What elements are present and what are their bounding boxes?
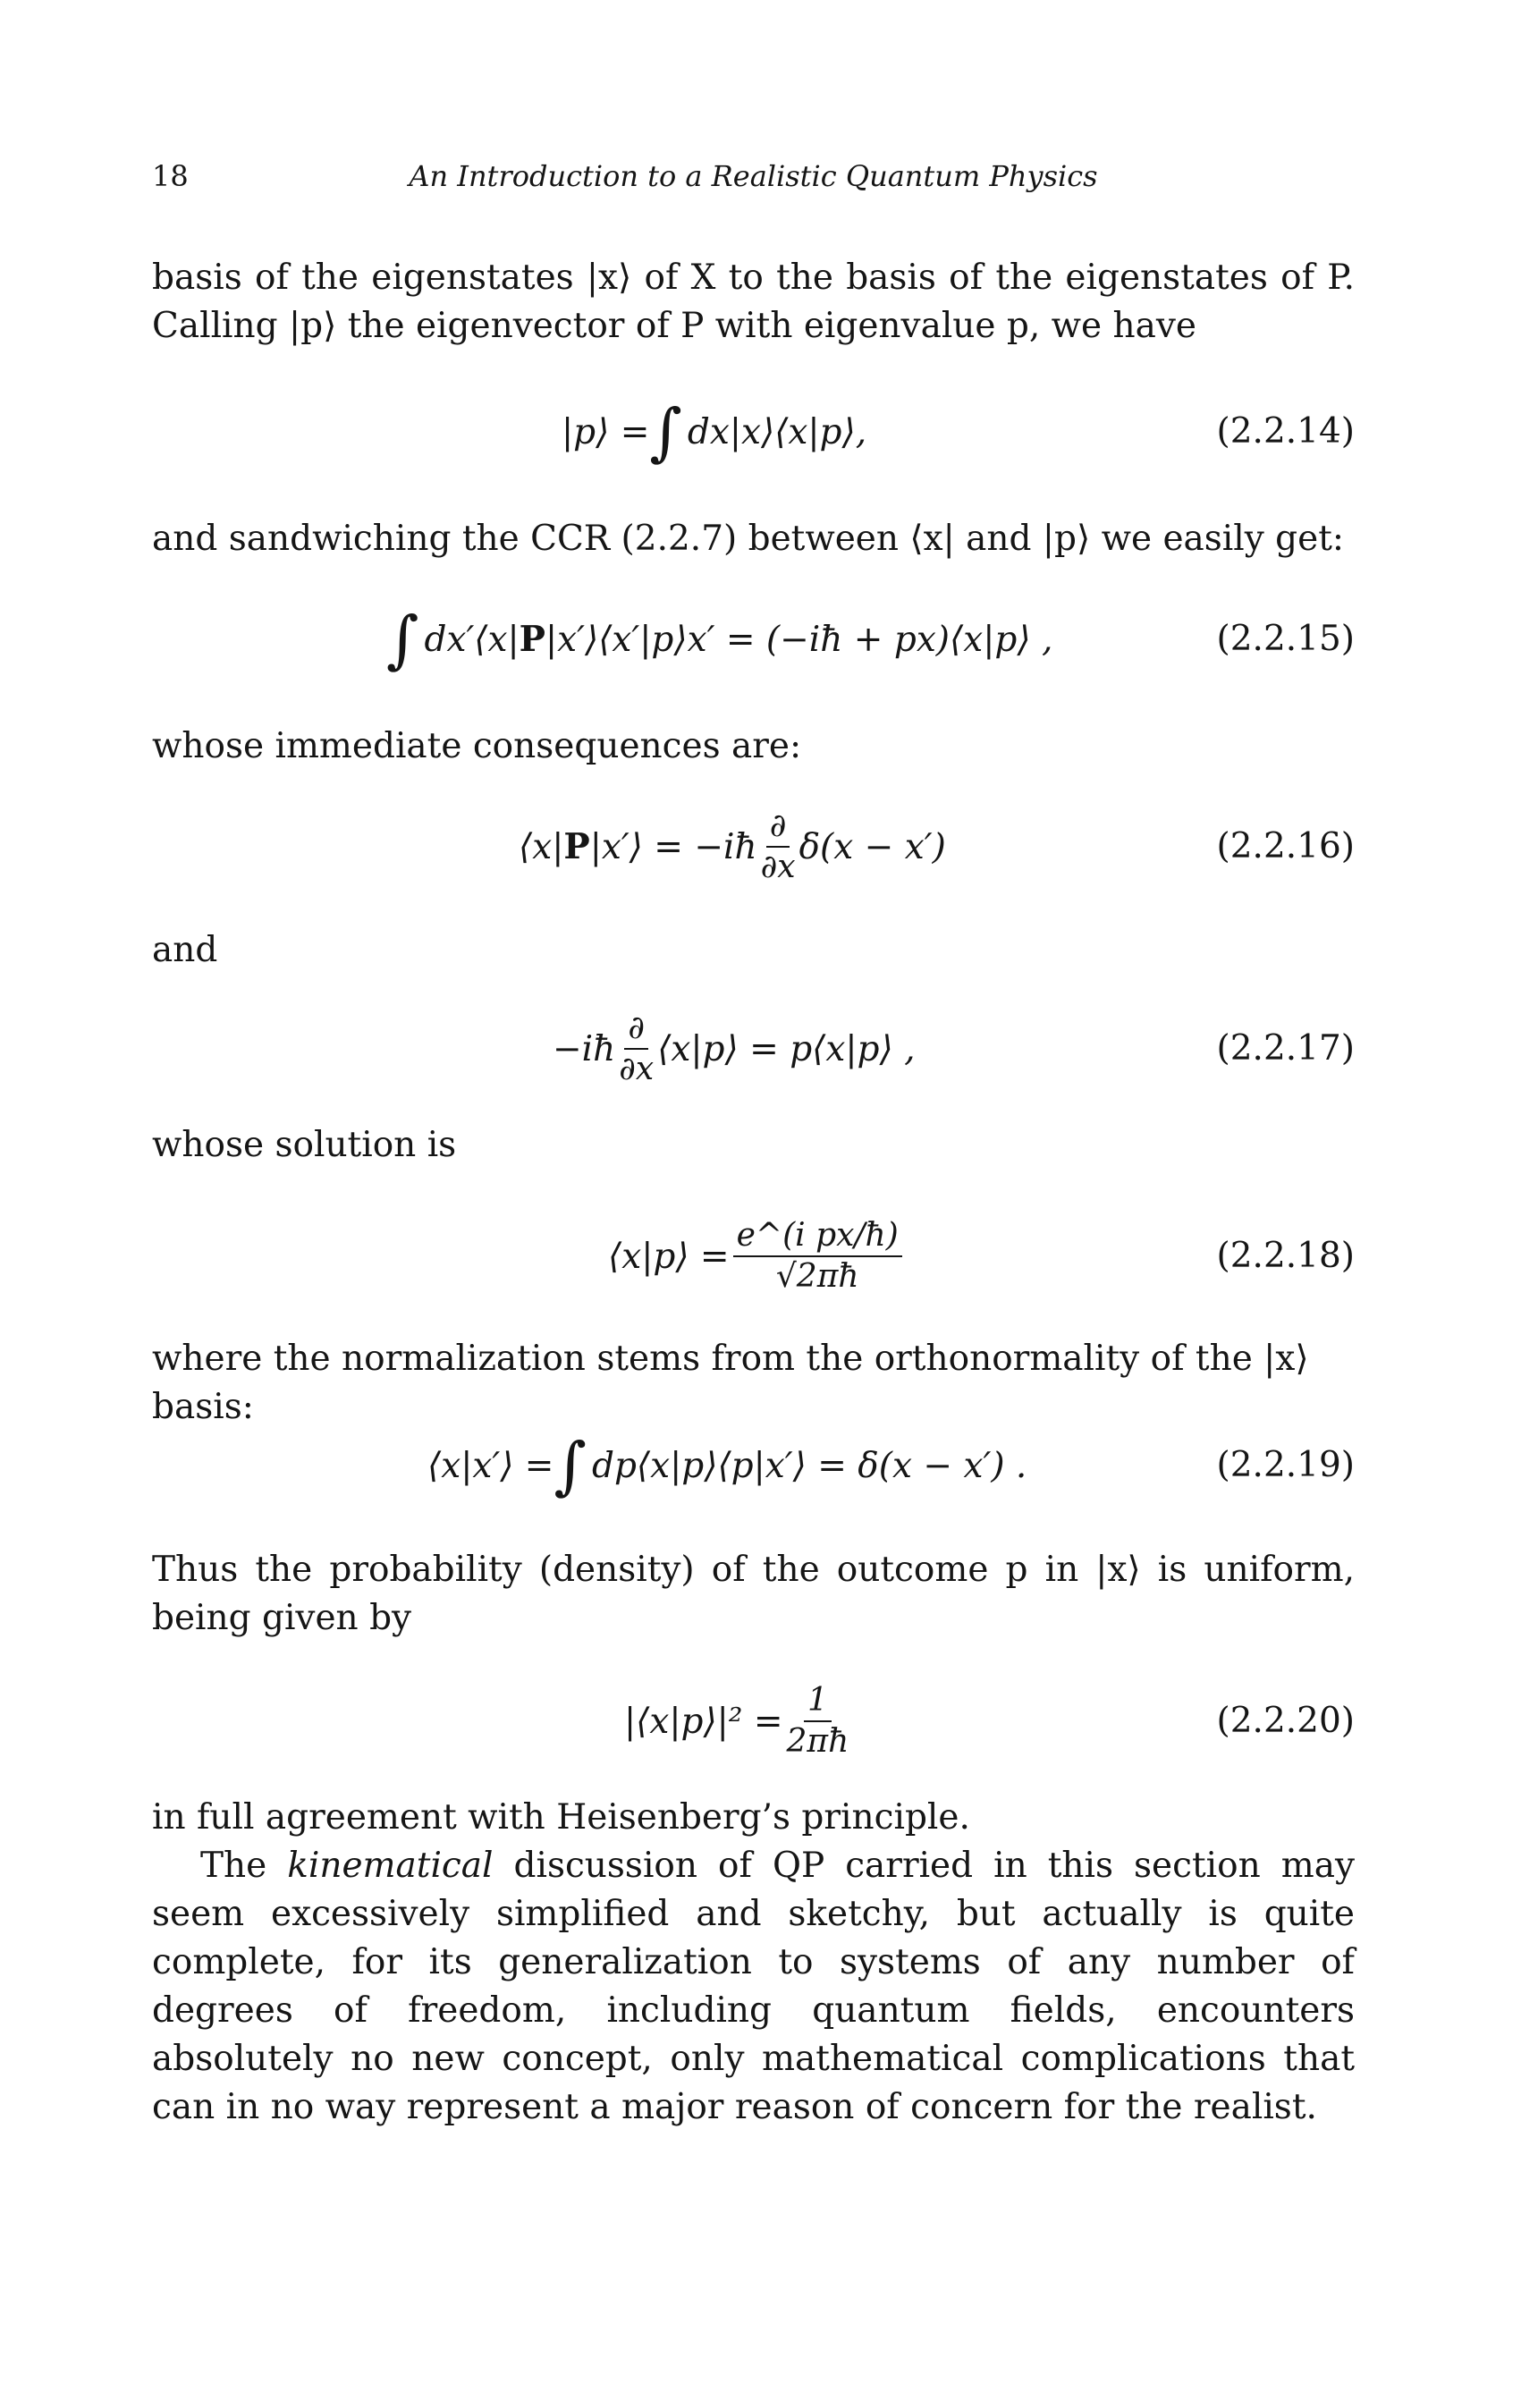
equation-label: (2.2.14) bbox=[1216, 411, 1355, 452]
eq16-part-b: |x′⟩ = −iħ bbox=[589, 826, 757, 867]
eq19-part-b: dp⟨x|p⟩⟨p|x′⟩ = δ(x − x′) . bbox=[591, 1445, 1027, 1486]
integral-sign: ∫ bbox=[553, 1429, 587, 1502]
paragraph-consequences: whose immediate consequences are: bbox=[152, 726, 802, 766]
fraction-denominator: √2πħ bbox=[775, 1258, 859, 1295]
paragraph-normalization: where the normalization stems from the orthonormality of the |x⟩ basis: bbox=[152, 1339, 1309, 1427]
partial-derivative-fraction bbox=[619, 1010, 654, 1087]
page-header bbox=[152, 159, 1355, 195]
running-title: An Introduction to a Realistic Quantum Physics bbox=[409, 159, 1098, 193]
fraction-denominator: ∂x bbox=[760, 849, 796, 885]
paragraph-kinematical bbox=[152, 1842, 1355, 2132]
equation-2-2-16 bbox=[152, 807, 1355, 887]
paragraph-ccr: and sandwiching the CCR (2.2.7) between ⟨x| and |p⟩ we easily get: bbox=[152, 519, 1345, 559]
integral-sign: ∫ bbox=[649, 395, 682, 469]
normalization-fraction bbox=[733, 1218, 902, 1295]
momentum-operator: P bbox=[519, 619, 545, 660]
equation-label: (2.2.19) bbox=[1216, 1445, 1355, 1485]
paragraph-solution: whose solution is bbox=[152, 1125, 457, 1165]
momentum-operator: P bbox=[563, 826, 590, 867]
eq20-part-a: |⟨x|p⟩|² = bbox=[624, 1701, 783, 1742]
eq14-integrand: dx|x⟩⟨x|p⟩, bbox=[687, 411, 867, 452]
paragraph-and: and bbox=[152, 930, 218, 970]
eq15-part-b: |x′⟩⟨x′|p⟩x′ = (−iħ + px)⟨x|p⟩ , bbox=[545, 619, 1053, 660]
probability-fraction bbox=[787, 1683, 849, 1760]
eq14-lhs: |p⟩ = bbox=[562, 411, 650, 452]
integral-sign: ∫ bbox=[386, 603, 419, 676]
eq17-part-b: ⟨x|p⟩ = p⟨x|p⟩ , bbox=[657, 1028, 916, 1069]
equation-label: (2.2.17) bbox=[1216, 1028, 1355, 1069]
page-number: 18 bbox=[152, 159, 189, 193]
paragraph-probability: Thus the probability (density) of the outcome p in |x⟩ is uniform, being given by bbox=[152, 1550, 1355, 1638]
fraction-numerator: ∂ bbox=[624, 1010, 648, 1050]
eq17-part-a: −iħ bbox=[553, 1028, 616, 1069]
equation-2-2-19 bbox=[152, 1425, 1355, 1506]
fraction-denominator: 2πħ bbox=[786, 1723, 849, 1760]
eq18-part-a: ⟨x|p⟩ = bbox=[608, 1236, 730, 1277]
equation-label: (2.2.15) bbox=[1216, 619, 1355, 659]
kinematical-pre: The bbox=[200, 1846, 288, 1886]
fraction-numerator: ∂ bbox=[766, 808, 790, 848]
kinematical-post: discussion of QP carried in this section may seem excessively simplified and sketchy, but actually is quite complete, for its generalization to systems of any number of degrees of freedom, including quantum fields, encounters absolutely no new concept, only mathematical complications that can in no way represent a major reason of concern for the realist. bbox=[152, 1846, 1355, 2127]
equation-label: (2.2.18) bbox=[1216, 1236, 1355, 1276]
kinematical-emphasis: kinematical bbox=[287, 1846, 494, 1886]
equation-2-2-18 bbox=[152, 1207, 1355, 1305]
fraction-numerator: e^(i px/ħ) bbox=[733, 1218, 902, 1257]
fraction-numerator: 1 bbox=[804, 1683, 832, 1722]
paragraph-intro: basis of the eigenstates |x⟩ of X to the basis of the eigenstates of P. Calling |p⟩ the eigenvector of P with eigenvalue p, we have bbox=[152, 258, 1355, 346]
equation-label: (2.2.16) bbox=[1216, 826, 1355, 866]
eq16-part-a: ⟨x| bbox=[519, 826, 564, 867]
equation-2-2-15 bbox=[152, 599, 1355, 680]
eq19-part-a: ⟨x|x′⟩ = bbox=[427, 1445, 554, 1486]
eq15-part-a: dx′⟨x| bbox=[424, 619, 520, 660]
equation-2-2-20 bbox=[152, 1681, 1355, 1762]
eq16-part-c: δ(x − x′) bbox=[799, 826, 946, 867]
fraction-denominator: ∂x bbox=[619, 1051, 655, 1087]
partial-derivative-fraction bbox=[761, 808, 796, 885]
equation-2-2-14 bbox=[152, 392, 1355, 472]
paragraph-heisenberg: in full agreement with Heisenberg’s principle. bbox=[152, 1797, 970, 1838]
equation-2-2-17 bbox=[152, 1009, 1355, 1089]
equation-label: (2.2.20) bbox=[1216, 1701, 1355, 1741]
